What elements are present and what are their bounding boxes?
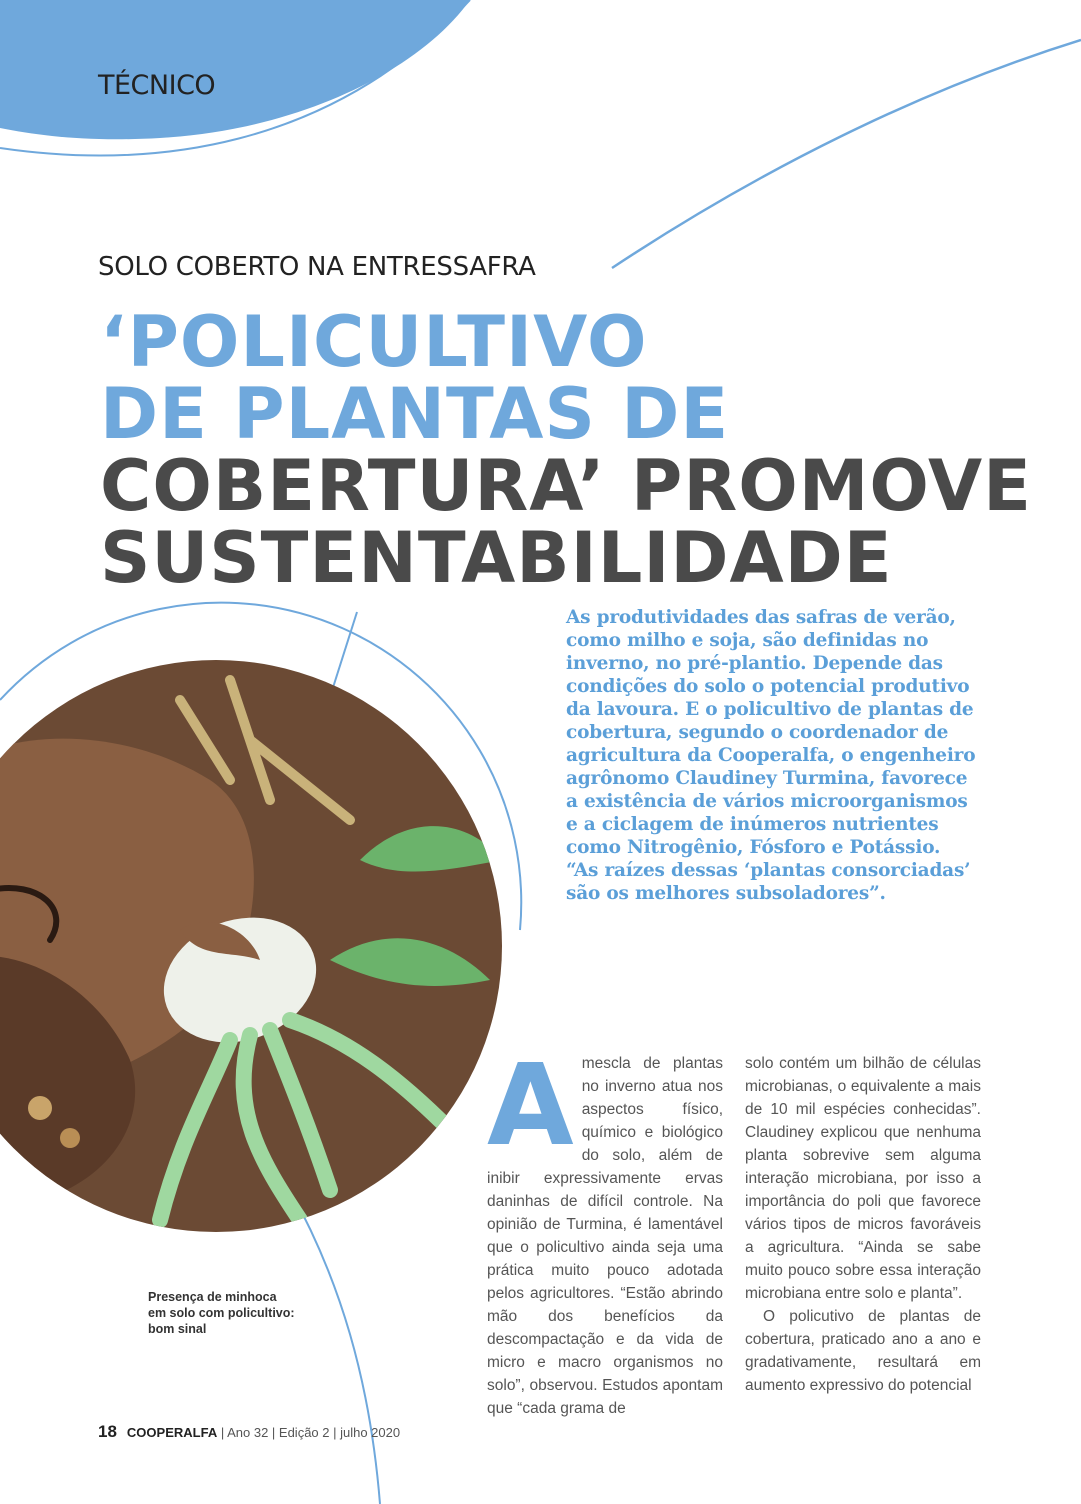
drop-cap: A <box>487 1041 574 1171</box>
body-paragraph: solo contém um bilhão de células microbianas, o equivalente a mais de 10 mil espécies conhecidas”. Claudiney explicou que nenhuma planta sobrevive sem alguma interação microbiana, por isso a importância do poli que favorece vários tipos de micros favoráveis a agricultura. “Ainda se sabe muito pouco sobre essa interação microbiana entre solo e planta”. <box>745 1055 981 1302</box>
headline-line-3: COBERTURA’ PROMOVE <box>100 445 1032 527</box>
footer-issue: | Ano 32 | Edição 2 | julho 2020 <box>217 1425 401 1440</box>
page-footer <box>98 1422 400 1442</box>
footer-brand: COOPERALFA <box>126 1425 218 1440</box>
headline-line-4: SUSTENTABILIDADE <box>100 517 893 599</box>
right-arc <box>612 40 1081 268</box>
lead-line: e a ciclagem de inúmeros nutrientes <box>566 814 939 835</box>
lead-line: condições do solo o potencial produtivo <box>566 676 970 697</box>
lead-line: da lavoura. E o policultivo de plantas de <box>566 699 974 720</box>
lead-paragraph <box>566 606 986 905</box>
body-column-2 <box>745 1052 981 1397</box>
headline <box>100 301 1032 599</box>
seed-shell <box>60 1128 80 1148</box>
lead-line: agrônomo Claudiney Turmina, favorece <box>566 768 968 789</box>
lead-line: As produtividades das safras de verão, <box>566 607 956 628</box>
lead-line: como milho e soja, são definidas no <box>566 630 929 651</box>
section-label: TÉCNICO <box>98 70 216 101</box>
lead-line: inverno, no pré-plantio. Depende das <box>566 653 943 674</box>
seed-shell <box>28 1096 52 1120</box>
body-column-1 <box>487 1041 723 1420</box>
kicker: SOLO COBERTO NA ENTRESSAFRA <box>98 252 536 282</box>
lead-line: como Nitrogênio, Fósforo e Potássio. <box>566 837 941 858</box>
headline-line-2: DE PLANTAS DE <box>100 373 730 455</box>
bottom-arc <box>290 1190 380 1504</box>
lead-line: cobertura, segundo o coordenador de <box>566 722 949 743</box>
body-paragraph: O policutivo de plantas de cobertura, praticado ano a ano e gradativamente, resultará em aumento expressivo do potencial <box>745 1308 981 1394</box>
photo-caption: Presença de minhoca em solo com policultivo: bom sinal <box>148 1290 295 1336</box>
lead-line: são os melhores subsoladores”. <box>566 883 886 904</box>
top-blue-wave <box>0 0 470 139</box>
body-paragraph: mescla de plantas no inverno atua nos aspectos físico, químico e biológico do solo, além de inibir expressivamente ervas daninhas de difícil controle. Na opinião de Turmina, é lamentável que o policultivo ainda seja uma prática muito pouco adotada pelos agricultores. “Estão abrindo mão dos benefícios da descompactação e da vida de micro e macro organismos no solo”, observou. Estudos apontam que “cada grama de <box>487 1055 723 1417</box>
lead-line: a existência de vários microorganismos <box>566 791 968 812</box>
lead-line: “As raízes dessas ‘plantas consorciadas’ <box>566 860 971 881</box>
lead-line: agricultura da Cooperalfa, o engenheiro <box>566 745 976 766</box>
headline-line-1: ‘POLICULTIVO <box>100 301 648 383</box>
page-number: 18 <box>98 1422 117 1441</box>
